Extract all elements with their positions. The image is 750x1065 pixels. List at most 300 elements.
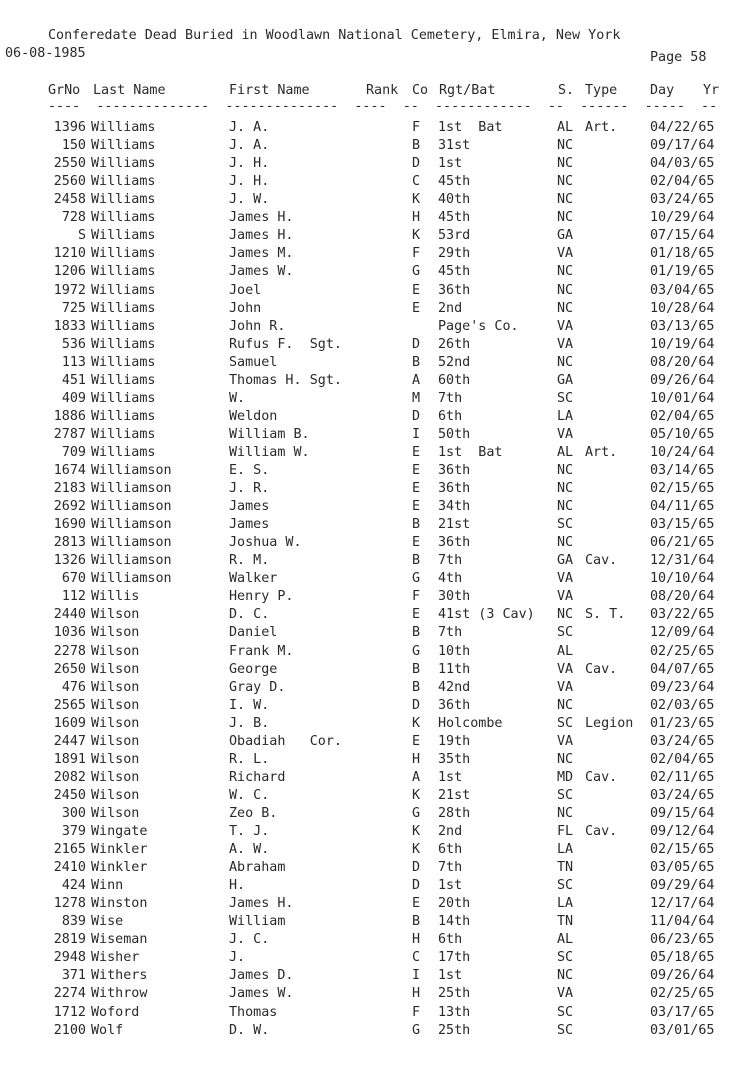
cell-state: SC (557, 390, 574, 406)
cell-state: VA (557, 589, 574, 605)
table-row (0, 733, 750, 751)
cell-co: B (412, 354, 421, 370)
table-row (0, 949, 750, 967)
table-row (0, 841, 750, 859)
cell-co: G (412, 805, 421, 821)
cell-grno: 2565 (53, 697, 86, 713)
cell-co: A (412, 769, 421, 785)
table-row (0, 679, 750, 697)
table-row (0, 408, 750, 426)
cell-rgt-bat: 50th (438, 426, 471, 442)
title-line (0, 27, 750, 45)
cell-grno: 725 (61, 300, 86, 316)
cell-co: E (412, 481, 421, 496)
table-row (0, 263, 750, 281)
cell-grno: 1712 (53, 1004, 86, 1020)
cell-co: G (412, 643, 421, 659)
cell-state: NC (557, 805, 574, 821)
table-row (0, 643, 750, 661)
cell-first-name: Weldon (229, 408, 278, 424)
cell-rgt-bat: 36th (438, 481, 471, 496)
cell-rgt-bat: 30th (438, 589, 471, 605)
cell-co: K (412, 228, 421, 244)
cell-last-name: Williamson (91, 517, 172, 533)
cell-co: D (412, 860, 421, 876)
cell-grno: 1278 (53, 896, 86, 912)
cell-date: 09/17/64 (650, 138, 715, 154)
cell-date: 10/28/64 (650, 300, 715, 316)
table-row (0, 426, 750, 444)
cell-co: B (412, 138, 421, 154)
cell-rgt-bat: 34th (438, 499, 471, 515)
cell-first-name: James (229, 517, 270, 533)
cell-last-name: Winkler (91, 842, 148, 857)
cell-grno: 371 (61, 968, 86, 984)
cell-grno: 112 (61, 589, 86, 605)
cell-type: S. T. (585, 607, 626, 623)
cell-last-name: Wilson (91, 787, 140, 803)
table-row (0, 534, 750, 552)
cell-date: 12/31/64 (650, 553, 715, 569)
date-line (0, 45, 750, 63)
cell-grno: 409 (61, 390, 86, 406)
cell-rank: Sgt. (309, 336, 342, 352)
cell-type: Art. (585, 444, 618, 460)
cell-state: NC (557, 697, 574, 713)
cell-date: 10/01/64 (650, 390, 715, 406)
cell-grno: 2787 (53, 426, 86, 442)
cell-grno: 1036 (53, 625, 86, 641)
cell-date: 09/26/64 (650, 372, 715, 388)
table-row (0, 985, 750, 1003)
cell-first-name: Gray D. (229, 679, 286, 695)
cell-rgt-bat: 10th (438, 643, 471, 659)
cell-last-name: Williams (91, 444, 156, 460)
cell-first-name: Joshua W. (229, 535, 302, 551)
cell-grno: 1972 (53, 282, 86, 298)
cell-co: D (412, 878, 421, 894)
cell-grno: 2819 (53, 932, 86, 948)
cell-date: 05/10/65 (650, 426, 715, 442)
cell-grno: S (77, 228, 86, 244)
cell-rgt-bat: 13th (438, 1004, 471, 1020)
cell-rgt-bat: 7th (438, 390, 463, 406)
cell-first-name: James W. (229, 264, 294, 280)
cell-state: VA (557, 246, 574, 262)
cell-state: GA (557, 372, 574, 388)
cell-last-name: Williamson (91, 499, 172, 515)
cell-date: 01/19/65 (650, 264, 715, 280)
table-row (0, 751, 750, 769)
cell-date: 02/11/65 (650, 769, 715, 785)
cell-rank: Cor. (309, 733, 342, 749)
cell-co: M (412, 390, 421, 406)
cell-state: VA (557, 336, 574, 352)
cell-last-name: Williams (91, 138, 156, 154)
cell-rgt-bat: 40th (438, 192, 471, 208)
cell-state: SC (557, 787, 574, 803)
cell-rgt-bat: 45th (438, 210, 471, 226)
cell-first-name: William B. (229, 426, 310, 442)
cell-date: 12/09/64 (650, 625, 715, 641)
cell-first-name: James W. (229, 986, 294, 1002)
cell-state: NC (557, 192, 574, 208)
cell-rgt-bat: 25th (438, 1022, 471, 1038)
cell-grno: 379 (61, 824, 86, 839)
cell-first-name: H. (229, 878, 246, 894)
cell-date: 09/12/64 (650, 824, 715, 839)
cell-state: NC (557, 210, 574, 226)
cell-last-name: Winn (91, 878, 124, 894)
cell-date: 10/29/64 (650, 210, 715, 226)
cell-grno: 1886 (53, 408, 86, 424)
cell-co: E (412, 444, 421, 460)
cell-rgt-bat: 45th (438, 264, 471, 280)
cell-last-name: Withers (91, 968, 148, 984)
cell-date: 06/23/65 (650, 932, 715, 948)
cell-grno: 1210 (53, 246, 86, 262)
cell-first-name: John R. (229, 318, 286, 334)
cell-first-name: James H. (229, 896, 294, 912)
cell-grno: 2082 (53, 769, 86, 785)
cell-date: 02/04/65 (650, 174, 715, 190)
cell-first-name: Walker (229, 571, 278, 587)
cell-state: LA (557, 896, 574, 912)
cell-rgt-bat: 1st (438, 769, 463, 785)
cell-state: NC (557, 300, 574, 316)
table-row (0, 227, 750, 245)
cell-type: Cav. (585, 769, 618, 785)
cell-first-name: Rufus F. (229, 336, 294, 352)
cell-last-name: Wise (91, 914, 124, 930)
cell-state: FL (557, 824, 574, 839)
table-row (0, 498, 750, 516)
cell-state: NC (557, 968, 574, 984)
cell-first-name: William W. (229, 444, 310, 460)
col-first-name: First Name (229, 83, 310, 98)
cell-type: Cav. (585, 824, 618, 839)
cell-last-name: Williams (91, 156, 156, 172)
table-row (0, 895, 750, 913)
cell-state: NC (557, 462, 574, 478)
cell-last-name: Williams (91, 120, 156, 135)
cell-co: H (412, 986, 421, 1002)
cell-grno: 476 (61, 679, 86, 695)
cell-rgt-bat: 21st (438, 517, 471, 533)
cell-rgt-bat: Page's Co. (438, 318, 519, 334)
cell-rgt-bat: 2nd (438, 824, 463, 839)
cell-co: G (412, 571, 421, 587)
cell-date: 03/05/65 (650, 860, 715, 876)
cell-co: H (412, 751, 421, 767)
cell-state: NC (557, 138, 574, 154)
cell-date: 04/11/65 (650, 499, 715, 515)
cell-last-name: Wilson (91, 625, 140, 641)
cell-co: I (412, 426, 421, 442)
cell-grno: 670 (61, 571, 86, 587)
cell-grno: 1833 (53, 318, 86, 334)
cell-rgt-bat: 11th (438, 661, 471, 677)
separator-dashes: ---- -------------- -------------- ---- -- ------------ -- ------ ----- -- (48, 99, 718, 114)
cell-date: 05/18/65 (650, 950, 715, 966)
table-row (0, 137, 750, 155)
cell-grno: 2692 (53, 499, 86, 515)
cell-co: D (412, 408, 421, 424)
table-row (0, 516, 750, 534)
cell-date: 03/13/65 (650, 318, 715, 334)
cell-grno: 1326 (53, 553, 86, 569)
cell-co: B (412, 553, 421, 569)
cell-last-name: Williams (91, 210, 156, 226)
cell-rgt-bat: 21st (438, 787, 471, 803)
cell-last-name: Wilson (91, 643, 140, 659)
table-row (0, 823, 750, 841)
table-row (0, 282, 750, 300)
cell-type: Legion (585, 715, 634, 731)
cell-last-name: Williams (91, 192, 156, 208)
cell-co: I (412, 968, 421, 984)
table-row (0, 354, 750, 372)
cell-first-name: Richard (229, 769, 286, 785)
cell-state: VA (557, 733, 574, 749)
cell-first-name: Obadiah (229, 733, 286, 749)
cell-co: D (412, 156, 421, 172)
cell-last-name: Wilson (91, 607, 140, 623)
table-row (0, 444, 750, 462)
cell-rgt-bat: 35th (438, 751, 471, 767)
cell-rgt-bat: 20th (438, 896, 471, 912)
cell-rgt-bat: 26th (438, 336, 471, 352)
cell-state: NC (557, 282, 574, 298)
col-yr: Yr (703, 83, 720, 98)
cell-co: D (412, 336, 421, 352)
cell-grno: 113 (61, 354, 86, 370)
cell-grno: 1206 (53, 264, 86, 280)
cell-type: Art. (585, 120, 618, 135)
cell-type: Cav. (585, 553, 618, 569)
document-title: Conferedate Dead Buried in Woodlawn National Cemetery, Elmira, New York (48, 28, 621, 43)
cell-state: LA (557, 842, 574, 857)
cell-last-name: Williams (91, 336, 156, 352)
cell-state: SC (557, 625, 574, 641)
col-last-name: Last Name (93, 83, 166, 98)
cell-date: 02/15/65 (650, 481, 715, 496)
table-row (0, 173, 750, 191)
table-row (0, 1022, 750, 1040)
cell-first-name: T. J. (229, 824, 270, 839)
cell-last-name: Withrow (91, 986, 148, 1002)
cell-rgt-bat: 6th (438, 932, 463, 948)
cell-last-name: Williams (91, 390, 156, 406)
cell-first-name: James H. (229, 228, 294, 244)
cell-state: NC (557, 174, 574, 190)
table-row (0, 570, 750, 588)
table-row (0, 715, 750, 733)
cell-co: B (412, 914, 421, 930)
table-row (0, 624, 750, 642)
cell-date: 08/20/64 (650, 589, 715, 605)
cell-co: B (412, 661, 421, 677)
cell-grno: 1690 (53, 517, 86, 533)
cell-co: G (412, 264, 421, 280)
cell-first-name: Joel (229, 282, 262, 298)
cell-co: E (412, 499, 421, 515)
header-separator (0, 98, 750, 116)
table-row (0, 588, 750, 606)
table-row (0, 661, 750, 679)
cell-date: 02/04/65 (650, 408, 715, 424)
cell-first-name: James D. (229, 968, 294, 984)
cell-first-name: J. A. (229, 120, 270, 135)
cell-rgt-bat: 41st (3 Cav) (438, 607, 535, 623)
cell-rgt-bat: 36th (438, 462, 471, 478)
table-row (0, 119, 750, 137)
cell-co: E (412, 607, 421, 623)
cell-first-name: J. R. (229, 481, 270, 496)
cell-last-name: Wilson (91, 661, 140, 677)
cell-state: NC (557, 499, 574, 515)
cell-rgt-bat: 53rd (438, 228, 471, 244)
cell-rgt-bat: 19th (438, 733, 471, 749)
cell-state: VA (557, 318, 574, 334)
cell-grno: 1396 (53, 120, 86, 135)
cell-first-name: Zeo B. (229, 805, 278, 821)
cell-last-name: Wilson (91, 679, 140, 695)
cell-co: E (412, 535, 421, 551)
cell-co: F (412, 120, 421, 135)
cell-rank: Sgt. (309, 372, 342, 388)
cell-grno: 2458 (53, 192, 86, 208)
table-row (0, 300, 750, 318)
cell-rgt-bat: 1st (438, 968, 463, 984)
cell-date: 02/15/65 (650, 842, 715, 857)
cell-state: SC (557, 715, 574, 731)
cell-rgt-bat: 36th (438, 535, 471, 551)
cell-co: D (412, 697, 421, 713)
table-row (0, 245, 750, 263)
cell-type: Cav. (585, 661, 618, 677)
table-row (0, 967, 750, 985)
cell-grno: 2278 (53, 643, 86, 659)
cell-last-name: Williamson (91, 571, 172, 587)
cell-grno: 1891 (53, 751, 86, 767)
cell-co: K (412, 787, 421, 803)
cell-rgt-bat: 1st Bat (438, 120, 503, 135)
cell-grno: 300 (61, 805, 86, 821)
cell-state: VA (557, 661, 574, 677)
cell-co: K (412, 824, 421, 839)
cell-date: 04/07/65 (650, 661, 715, 677)
cell-state: NC (557, 751, 574, 767)
cell-co: A (412, 372, 421, 388)
cell-state: MD (557, 769, 574, 785)
cell-date: 09/26/64 (650, 968, 715, 984)
cell-last-name: Williams (91, 318, 156, 334)
cell-first-name: J. W. (229, 192, 270, 208)
table-row (0, 606, 750, 624)
cell-rgt-bat: 25th (438, 986, 471, 1002)
cell-first-name: Frank M. (229, 643, 294, 659)
cell-first-name: E. S. (229, 462, 270, 478)
cell-last-name: Wilson (91, 805, 140, 821)
cell-rgt-bat: 28th (438, 805, 471, 821)
col-day: Day (650, 83, 675, 98)
cell-state: AL (557, 643, 574, 659)
cell-first-name: D. C. (229, 607, 270, 623)
cell-grno: 1674 (53, 462, 86, 478)
cell-last-name: Willis (91, 589, 140, 605)
cell-first-name: J. C. (229, 932, 270, 948)
cell-last-name: Williams (91, 282, 156, 298)
cell-co: K (412, 192, 421, 208)
cell-date: 08/20/64 (650, 354, 715, 370)
cell-date: 10/10/64 (650, 571, 715, 587)
cell-state: SC (557, 1022, 574, 1038)
cell-co: B (412, 679, 421, 695)
cell-first-name: R. M. (229, 553, 270, 569)
cell-rgt-bat: 14th (438, 914, 471, 930)
table-row (0, 390, 750, 408)
cell-last-name: Wilson (91, 697, 140, 713)
cell-date: 09/29/64 (650, 878, 715, 894)
table-row (0, 480, 750, 498)
table-row (0, 787, 750, 805)
cell-first-name: James H. (229, 210, 294, 226)
cell-last-name: Wiseman (91, 932, 148, 948)
cell-first-name: John (229, 300, 262, 316)
cell-date: 03/14/65 (650, 462, 715, 478)
cell-co: F (412, 246, 421, 262)
cell-date: 04/22/65 (650, 120, 715, 135)
table-row (0, 552, 750, 570)
cell-last-name: Winkler (91, 860, 148, 876)
cell-rgt-bat: 7th (438, 625, 463, 641)
cell-date: 03/01/65 (650, 1022, 715, 1038)
cell-rgt-bat: 4th (438, 571, 463, 587)
table-row (0, 805, 750, 823)
cell-co: E (412, 733, 421, 749)
cell-state: SC (557, 1004, 574, 1020)
cell-date: 02/25/65 (650, 986, 715, 1002)
cell-date: 07/15/64 (650, 228, 715, 244)
table-row (0, 209, 750, 227)
table-row (0, 877, 750, 895)
cell-first-name: Abraham (229, 860, 286, 876)
cell-last-name: Williams (91, 174, 156, 190)
cell-grno: 2447 (53, 733, 86, 749)
cell-state: AL (557, 444, 574, 460)
cell-first-name: D. W. (229, 1022, 270, 1038)
cell-rgt-bat: 1st (438, 878, 463, 894)
cell-state: VA (557, 426, 574, 442)
cell-grno: 2560 (53, 174, 86, 190)
cell-first-name: I. W. (229, 697, 270, 713)
table-row (0, 191, 750, 209)
cell-first-name: J. B. (229, 715, 270, 731)
cell-date: 02/03/65 (650, 697, 715, 713)
col-grno: GrNo (48, 83, 81, 98)
cell-co: F (412, 589, 421, 605)
cell-grno: 2650 (53, 661, 86, 677)
cell-first-name: W. C. (229, 787, 270, 803)
cell-first-name: R. L. (229, 751, 270, 767)
cell-state: TN (557, 914, 574, 930)
cell-date: 01/18/65 (650, 246, 715, 262)
cell-last-name: Williamson (91, 535, 172, 551)
cell-date: 09/15/64 (650, 805, 715, 821)
cell-state: VA (557, 986, 574, 1002)
cell-last-name: Williams (91, 228, 156, 244)
